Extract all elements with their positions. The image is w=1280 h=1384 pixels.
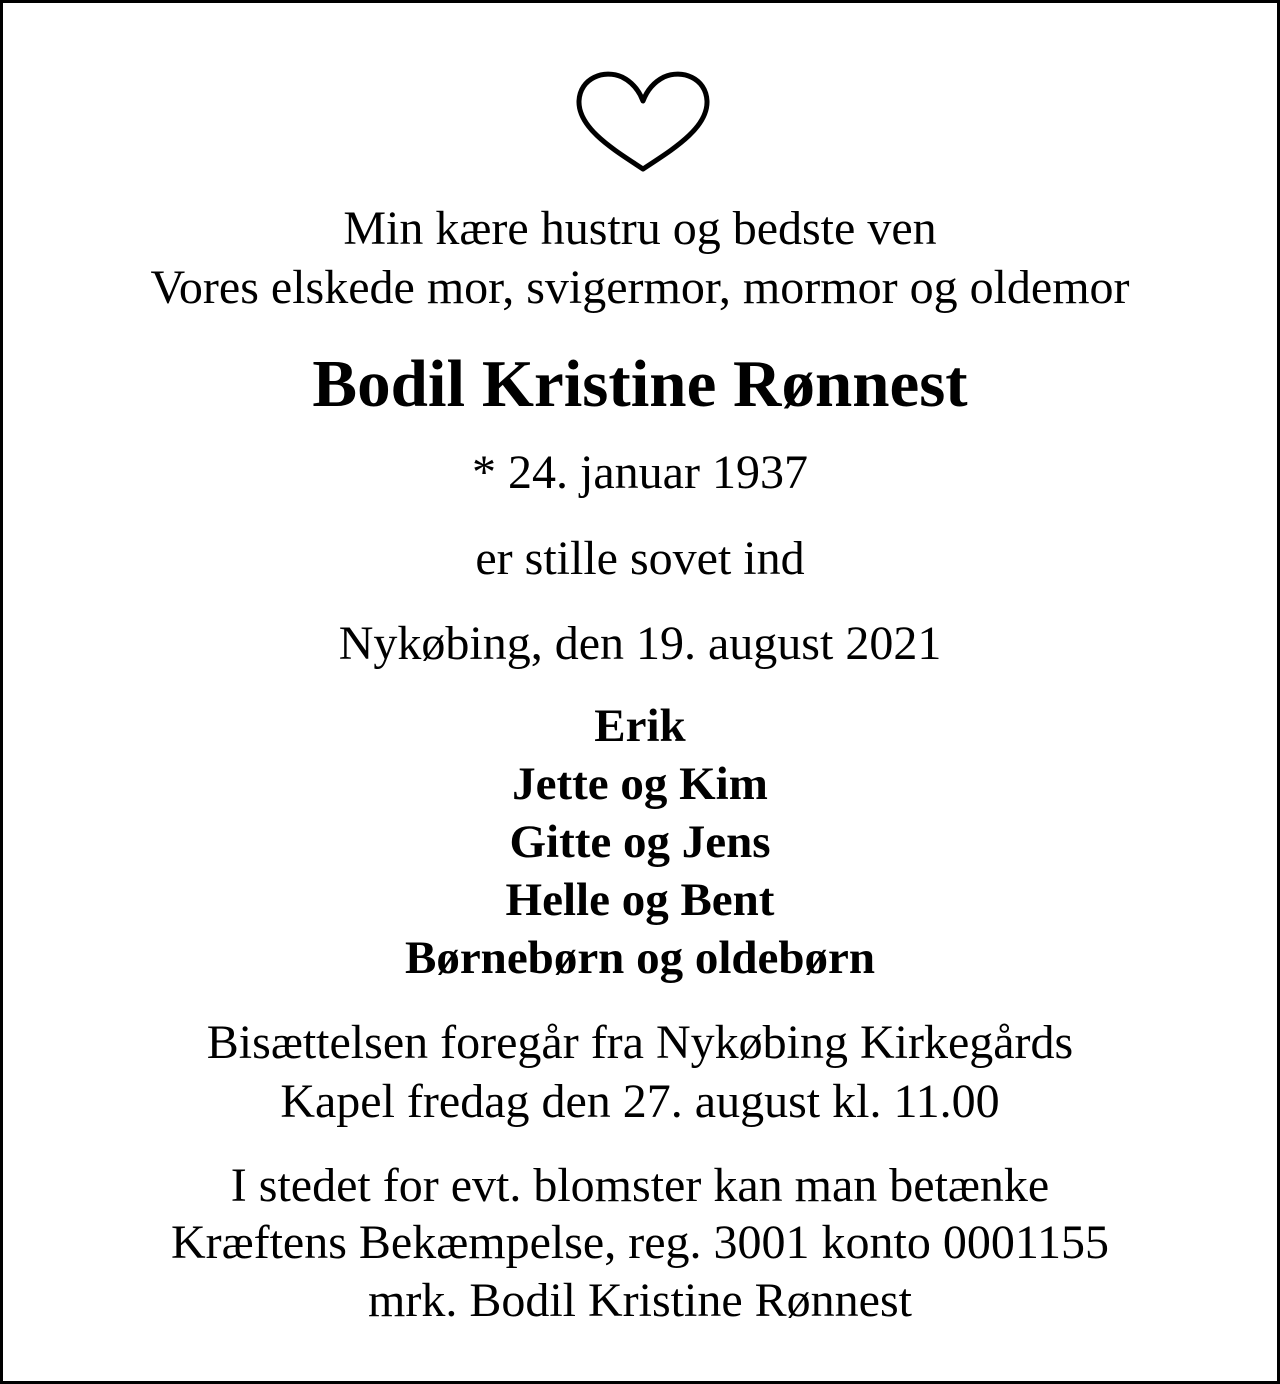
funeral-line-2: Kapel fredag den 27. august kl. 11.00	[280, 1075, 1000, 1128]
funeral-line-1: Bisættelsen foregår fra Nykøbing Kirkegårds	[206, 1016, 1074, 1069]
family-name: Jette og Kim	[512, 758, 768, 810]
family-name: Gitte og Jens	[509, 816, 771, 868]
donation-line-1: I stedet for evt. blomster kan man betænke	[230, 1159, 1050, 1212]
deceased-name: Bodil Kristine Rønnest	[312, 347, 968, 421]
donation-line-2: Kræftens Bekæmpelse, reg. 3001 konto 0001155	[170, 1216, 1110, 1269]
family-name: Helle og Bent	[505, 874, 775, 926]
place-date: Nykøbing, den 19. august 2021	[338, 617, 942, 670]
passed-text: er stille sovet ind	[475, 532, 805, 585]
family-name: Børnebørn og oldebørn	[404, 932, 876, 984]
family-name: Erik	[594, 700, 686, 752]
intro-line-2: Vores elskede mor, svigermor, mormor og oldemor	[150, 261, 1130, 314]
donation-line-3: mrk. Bodil Kristine Rønnest	[368, 1274, 912, 1327]
birth-date: * 24. januar 1937	[472, 446, 808, 499]
intro-line-1: Min kære hustru og bedste ven	[343, 202, 937, 255]
heart-icon	[568, 65, 718, 177]
